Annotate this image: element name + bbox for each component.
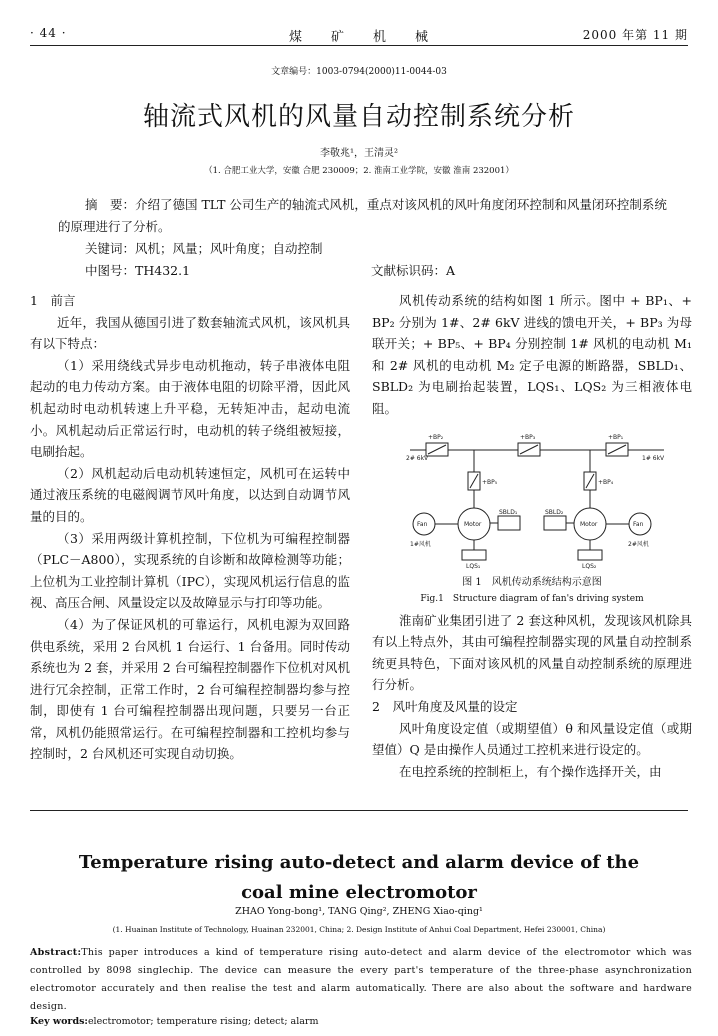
paragraph: 淮南矿业集团引进了 2 套这种风机，发现该风机除具有以上特点外，其由可编程控制器实现的风量自动控制系统更具特色，下面对该风机的风量自动控制系统的原理进行分析。 (372, 612, 692, 693)
header-rule (30, 45, 688, 46)
label-bp5: +BP₅ (482, 478, 498, 486)
paragraph: 近年，我国从德国引进了数套轴流式风机，该风机具有以下特点： (30, 314, 350, 352)
paragraph: （3）采用两级计算机控制，下位机为可编程控制器（PLC－A800），实现系统的自诊断和故障检测等功能；上位机为工业控制计算机（IPC），实现风机运行信息的监视、高压合闸、风量设定以及故障显示与打印等功能。 (30, 530, 350, 611)
english-abstract (30, 944, 692, 1016)
abstract-label: Abstract: (30, 947, 82, 958)
label-fan-name-1: 1#风机 (410, 540, 431, 548)
label-bp1: +BP₁ (608, 433, 624, 441)
label-motor-1: Motor (464, 520, 482, 528)
lqs-2-box (578, 550, 602, 560)
abstract-text: 摘 要：介绍了德国 TLT 公司生产的轴流式风机，重点对该风机的风叶角度闭环控制和风量闭环控制系统的原理进行了分析。 (58, 197, 667, 234)
label-fan-2: Fan (633, 520, 644, 528)
paragraph: （2）风机起动后电动机转速恒定，风机可在运转中通过液压系统的电磁阀调节风叶角度，以达到自动调节风量的目的。 (30, 465, 350, 524)
label-lqs-1: LQS₁ (466, 562, 481, 570)
label-bp3: +BP₃ (520, 433, 536, 441)
english-affiliation: (1. Huainan Institute of Technology, Huainan 232001, China; 2. Design Institute of Anhui Coal Department, Hefei 230001, China) (112, 925, 606, 934)
paragraph: 在电控系统的控制柜上，有个操作选择开关，由 (399, 763, 662, 779)
section-1-heading: 1 前言 (30, 293, 76, 308)
figure-caption-cn: 图 1 风机传动系统结构示意图 (462, 576, 602, 588)
label-fan-1: Fan (417, 520, 428, 528)
label-fan-name-2: 2#风机 (628, 540, 649, 548)
abstract-block (58, 194, 670, 282)
english-title-line-2: coal mine electromotor (241, 882, 477, 903)
article-title: 轴流式风机的风量自动控制系统分析 (142, 102, 575, 132)
issue-label: 2000 年第 11 期 (582, 28, 688, 42)
label-bp2: +BP₂ (428, 433, 444, 441)
english-abstract-text: This paper introduces a kind of temperature rising auto-detect and alarm device of the electromotor which was controlled by 8098 singlechip. The device can measure the every part's temperature of the three-phase asynchronization electromotor accurately and then realise the test and alarm automatically. There are also about the software and hardware design. (30, 947, 692, 1012)
english-keywords-text: electromotor; temperature rising; detect; alarm (87, 1016, 319, 1027)
article-authors: 李敬兆¹，王清灵² (319, 148, 399, 159)
sbld-1-box (498, 516, 520, 530)
left-column (30, 290, 350, 765)
paragraph: 风叶角度设定值（或期望值）θ 和风量设定值（或期望值）Q 是由操作人员通过工控机来进行设定的。 (372, 720, 692, 758)
section-divider (30, 810, 688, 811)
label-kv2: 2# 6kV (406, 454, 429, 462)
clc-number: 中图号：TH432.1 (85, 263, 191, 278)
keywords-text: 关键词：风机；风量；风叶角度；自动控制 (85, 241, 323, 256)
label-lqs-2: LQS₂ (582, 562, 597, 570)
page-number: · 44 · (30, 26, 67, 40)
journal-name: 煤 矿 机 械 (288, 30, 429, 45)
author-affiliation: （1. 合肥工业大学，安徽 合肥 230009；2. 淮南工业学院，安徽 淮南 232001） (204, 166, 514, 176)
label-sbld-2: SBLD₂ (545, 508, 564, 516)
section-2-heading: 2 风叶角度及风量的设定 (372, 698, 518, 714)
lqs-1-box (462, 550, 486, 560)
paragraph: （1）采用绕线式异步电动机拖动，转子串液体电阻起动的电力传动方案。由于液体电阻的切除平滑，因此风机起动时电动机转速上升平稳，无转矩冲击，起动电流小。风机起动后正常运行时，电动机的转子绕组被短接，电刷抬起。 (30, 357, 350, 460)
document-number: 文章编号：1003-0794(2000)11-0044-03 (271, 67, 447, 77)
classification-row (58, 260, 670, 282)
english-authors: ZHAO Yong-bong¹, TANG Qing², ZHENG Xiao-qing¹ (235, 906, 483, 917)
label-kv1: 1# 6kV (642, 454, 665, 462)
document-code: 文献标识码：A (371, 263, 456, 278)
label-bp4: +BP₄ (598, 478, 614, 486)
figure-caption-en: Fig.1 Structure diagram of fan's driving system (420, 593, 644, 604)
sbld-2-box (544, 516, 566, 530)
english-keywords (30, 1016, 318, 1027)
english-title-line-1: Temperature rising auto-detect and alarm device of the (78, 852, 640, 873)
paragraph: （4）为了保证风机的可靠运行，风机电源为双回路供电系统，采用 2 台风机 1 台运行、1 台备用。同时传动系统也为 2 套，并采用 2 台可编程控制器作下位机对风机进行冗余控制，正常工作时，2 台可编程控制器均参与控制，即使有 1 台可编程控制器出现问题，只要另一台正常，风机仍能照常运行。在可编程控制器和工控机均参与控制时，2 台风机还可实现自动切换。 (30, 616, 350, 762)
label-motor-2: Motor (580, 520, 598, 528)
right-column (372, 290, 692, 782)
keywords-label: Key words: (30, 1016, 88, 1027)
english-title (0, 848, 718, 908)
label-sbld-1: SBLD₁ (499, 508, 518, 516)
fan-drive-diagram (402, 428, 672, 574)
paragraph: 风机传动系统的结构如图 1 所示。图中 + BP₁、+ BP₂ 分别为 1#、2# 6kV 进线的馈电开关，+ BP₃ 为母联开关；+ BP₅、+ BP₄ 分别控制 1# 风机的电动机 M₁ 和 2# 风机的电动机 M₂ 定子电源的断路器，SBLD₁、SBLD₂ 为电刷抬起装置，LQS₁、LQS₂ 为三相液体电阻。 (372, 293, 692, 416)
figure-1 (402, 428, 672, 574)
